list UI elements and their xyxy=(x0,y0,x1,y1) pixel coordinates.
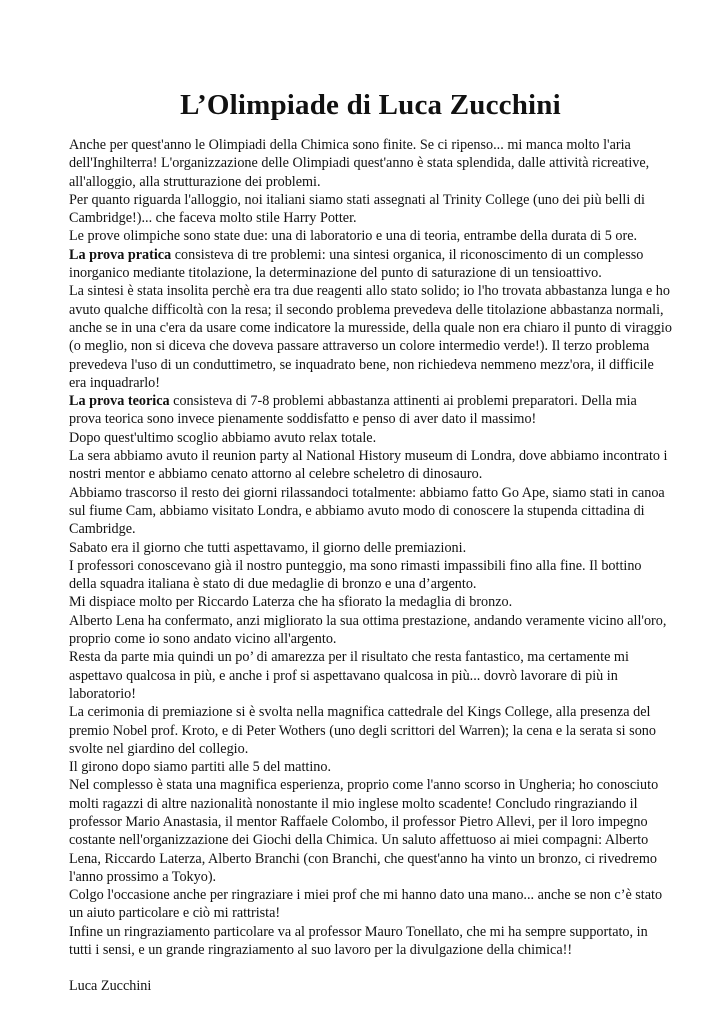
paragraph: La prova teorica consisteva di 7-8 problemi abbastanza attinenti ai problemi preparatori. Della mia prova teorica sono invece pienamente soddisfatto e penso di aver dato il massimo! xyxy=(69,393,637,428)
paragraph: La prova pratica consisteva di tre problemi: una sintesi organica, il riconoscimento di un complesso inorganico mediante titolazione, la determinazione del punto di saturazione di un tensioattivo. xyxy=(69,246,644,282)
paragraph: Alberto Lena ha confermato, anzi migliorato la sua ottima prestazione, andando veramente vicino all'oro, proprio come io sono andato vicino all'argento. xyxy=(69,612,667,648)
paragraph: Il girono dopo siamo partiti alle 5 del mattino. xyxy=(69,759,332,776)
paragraph: Nel complesso è stata una magnifica esperienza, proprio come l'anno scorso in Ungheria; ho conosciuto molti ragazzi di altre nazionalità nonostante il mio inglese molto scadente! Concludo ringraziando il professor Mario Anastasia, il mentor Raffaele Colombo, il professor Pietro Allevi, per il loro impegno costante nell'organizzazione dei Giochi della Chimica. Un saluto affettuoso ai miei compagni: Alberto Lena, Riccardo Laterza, Alberto Branchi (con Branchi, che quest'anno ha vinto un bronzo, ci rivedremo l'anno prossimo a Tokyo). xyxy=(69,777,659,885)
paragraph: La sintesi è stata insolita perchè era tra due reagenti allo stato solido; io l'ho trovata abbastanza lunga e ho avuto qualche difficoltà con la resa; il secondo problema prevedeva delle titolazione abbastanza normali, anche se in una c'era da usare come indicatore la muresside, della quale non era chiaro il punto di viraggio (o meglio, non si diceva che doveva passare attraverso un colore intermedio verde!). Il terzo problema prevedeva l'uso di un conduttimetro, se inquadrato bene, non richiedeva nemmeno mezz'ora, il difficile era inquadrarlo! xyxy=(69,283,672,391)
paragraph: Abbiamo trascorso il resto dei giorni rilassandoci totalmente: abbiamo fatto Go Ape, siamo stati in canoa sul fiume Cam, abbiamo visitato Londra, e abbiamo avuto modo di conoscere la stupenda cittadina di Cambridge. xyxy=(69,484,665,538)
paragraph: La sera abbiamo avuto il reunion party al National History museum di Londra, dove abbiamo incontrato i nostri mentor e abbiamo cenato attorno al celebre scheletro di dinosauro. xyxy=(69,448,668,483)
document-title: L’Olimpiade di Luca Zucchini xyxy=(180,89,561,121)
paragraph: Dopo quest'ultimo scoglio abbiamo avuto relax totale. xyxy=(69,429,377,446)
paragraph: Per quanto riguarda l'alloggio, noi italiani siamo stati assegnati al Trinity College (uno dei più belli di Cambridge!)... che faceva molto stile Harry Potter. xyxy=(69,191,645,227)
paragraph: Mi dispiace molto per Riccardo Laterza che ha sfiorato la medaglia di bronzo. xyxy=(69,594,513,611)
bold-heading: La prova teorica xyxy=(69,393,170,410)
paragraph: La cerimonia di premiazione si è svolta nella magnifica cattedrale del Kings College, alla presenza del premio Nobel prof. Kroto, e di Peter Wothers (uno degli scrittori del Warren); la cena e la serata si sono svolte nel giardino del collegio. xyxy=(69,704,656,757)
signature: Luca Zucchini xyxy=(69,978,152,995)
paragraph: Sabato era il giorno che tutti aspettavamo, il giorno delle premiazioni. xyxy=(69,539,467,556)
paragraph: Anche per quest'anno le Olimpiadi della Chimica sono finite. Se ci ripenso... mi manca molto l'aria dell'Inghilterra! L'organizzazione delle Olimpiadi quest'anno è stata splendida, dalle attività ricreative, all'alloggio, alla strutturazione dei problemi. xyxy=(69,137,650,190)
paragraph: I professori conoscevano già il nostro punteggio, ma sono rimasti impassibili fino alla fine. Il bottino della squadra italiana è stato di due medaglie di bronzo e una d’argento. xyxy=(69,557,642,593)
document-body xyxy=(69,136,672,959)
paragraph: Infine un ringraziamento particolare va al professor Mauro Tonellato, che mi ha sempre supportato, in tutti i sensi, e un grande ringraziamento al suo lavoro per la divulgazione della chimica!! xyxy=(69,923,648,959)
paragraph: Le prove olimpiche sono state due: una di laboratorio e una di teoria, entrambe della durata di 5 ore. xyxy=(69,228,638,245)
paragraph: Resta da parte mia quindi un po’ di amarezza per il risultato che resta fantastico, ma certamente mi aspettavo qualcosa in più, e anche i prof si aspettavano qualcosa in più... dovrò lavorare di più in laboratorio! xyxy=(69,649,629,702)
bold-heading: La prova pratica xyxy=(69,246,172,263)
paragraph: Colgo l'occasione anche per ringraziare i miei prof che mi hanno dato una mano... anche se non c’è stato un aiuto particolare e ciò mi rattrista! xyxy=(69,887,663,922)
